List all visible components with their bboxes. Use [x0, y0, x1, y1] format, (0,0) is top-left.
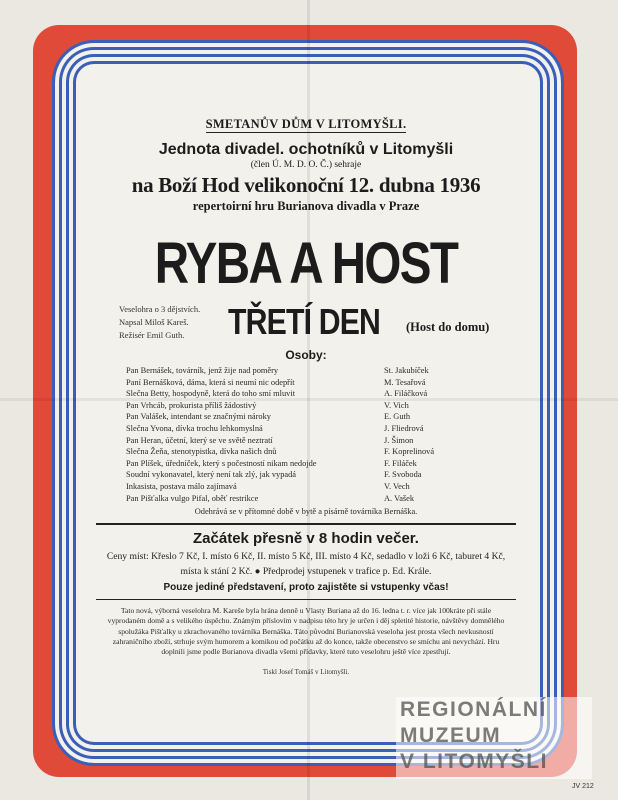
cast-row [92, 423, 520, 435]
cast-role: Inkasista, postava málo zajímavá [126, 481, 237, 491]
cast-role: Paní Bernášková, dáma, která si neumí nic odepřít [126, 377, 295, 387]
cast-actor: St. Jakubíček [384, 366, 429, 375]
credit-genre: Veselohra o 3 dějstvích. [119, 304, 201, 314]
cast-actor: V. Vech [384, 481, 410, 491]
performance-date: na Boží Hod velikonoční 12. dubna 1936 [131, 173, 481, 197]
venue-heading: SMETANŮV DŮM V LITOMYŠLI. [205, 117, 407, 131]
cast-row [92, 388, 520, 400]
watermark-line: V LITOMYŠLI [400, 750, 548, 773]
cast-role: Soudní vykonavatel, který není tak zlý, jak vypadá [126, 470, 297, 480]
repertoire-line: repertoirní hru Burianova divadla v Praze [192, 199, 420, 213]
cast-row [92, 435, 520, 447]
cast-actor: F. Koprelinová [384, 447, 435, 457]
cast-row [92, 493, 520, 505]
cast-row [92, 365, 520, 377]
watermark-line: REGIONÁLNÍ [400, 698, 547, 721]
play-credits [119, 303, 200, 342]
cast-actor: F. Filáček [384, 458, 417, 468]
credit-author: Napsal Miloš Kareš. [119, 317, 189, 327]
play-subtitle: (Host do domu) [406, 320, 490, 334]
inventory-number: JV 212 [572, 783, 594, 790]
credit-director: Režisér Emil Guth. [119, 330, 185, 340]
cast-heading: Osoby: [285, 348, 327, 362]
cast-role: Pan Plíšek, úředníček, který s počestností nikam nedojde [126, 458, 317, 468]
cast-role: Slečna Yvona, dívka trochu lehkomyslná [126, 423, 263, 433]
cast-role: Pan Vrhcáb, prokurista příliš žádostivý [126, 400, 257, 410]
cast-role: Pan Valášek, intendant se značnými nároky [126, 412, 271, 422]
play-title-second: TŘETÍ DEN [228, 301, 381, 342]
cast-role: Pan Heran, účetní, který se ve světě neztratí [126, 435, 273, 445]
cast-role: Pan Bernášek, továrník, jenž žije nad poměry [126, 366, 279, 375]
cast-role: Slečna Betty, hospodyně, která do toho smí mluvit [126, 389, 296, 399]
museum-watermark [396, 697, 592, 779]
membership-note: (člen Ú. M. D. O. Č.) sehraje [250, 160, 362, 170]
ticket-prices: Ceny míst: Křeslo 7 Kč, I. místo 6 Kč, II. místo 5 Kč, III. místo 4 Kč, sedadlo v loži 6 Kč, taburet 4 Kč, místa k stání 2 Kč. ● Předprodej vstupenek v trafice p. Ed. Krále. [106, 550, 506, 577]
cast-row [92, 469, 520, 481]
cast-row [92, 458, 520, 470]
cast-actor: A. Filáčková [384, 389, 428, 399]
cast-actor: M. Tesařová [384, 377, 426, 387]
cast-actor: F. Svoboda [384, 470, 422, 480]
poster-content [92, 100, 520, 720]
cast-actor: J. Fliedrová [384, 423, 424, 433]
troupe-name: Jednota divadel. ochotníků v Litomyšli [158, 141, 454, 158]
single-performance-note: Pouze jediné představení, proto zajistěte si vstupenky včas! [163, 581, 449, 593]
watermark-line: MUZEUM [400, 724, 502, 747]
cast-role: Pan Pišťalka vulgo Pifal, oběť restrikce [126, 493, 259, 503]
divider [96, 599, 516, 600]
cast-row [92, 481, 520, 493]
divider [96, 523, 516, 525]
cast-row [92, 446, 520, 458]
cast-list [92, 365, 520, 504]
cast-actor: E. Guth [384, 412, 411, 422]
cast-actor: J. Šimon [384, 435, 414, 445]
cast-role: Slečna Žeňa, stenotypistka, dívka našich dnů [126, 447, 277, 457]
cast-row [92, 411, 520, 423]
cast-row [92, 400, 520, 412]
start-time: Začátek přesně v 8 hodin večer. [193, 529, 419, 547]
setting-note: Odehrává se v přítomné době v bytě a písárně továrníka Bernáška. [194, 507, 418, 517]
cast-row [92, 377, 520, 389]
cast-actor: V. Vich [384, 400, 409, 410]
subtitle-row [92, 302, 520, 346]
play-title: RYBA A HOST [154, 231, 458, 296]
cast-actor: A. Vašek [384, 493, 415, 503]
printer-imprint: Tiskl Josef Tomáš v Litomyšli. [262, 667, 350, 676]
play-description: Tato nová, výborná veselohra M. Kareše byla hrána denně u Vlasty Buriana až do 16. ledna t. r. více jak 100kráte při stále vyprodaném domě a s velikého úspěchu. Známým příslovím v nadpisu této hry je určen i děj spletité historie, návštěvy domnělého spolužáka Pišťalky u zkrachovaného továrníka Bernáška. Táto původní Burianovská veseloha jest prosta všech nevkusností zahraničního zboží, strhuje svým humorem a komikou od počátku až do konce, takže obecenstvo se smíchu ani nevychází. Hru doplnili jsme podle Burianova divadla všemi přídavky, které tuto veselohru ještě více zpestřují. [107, 605, 505, 657]
